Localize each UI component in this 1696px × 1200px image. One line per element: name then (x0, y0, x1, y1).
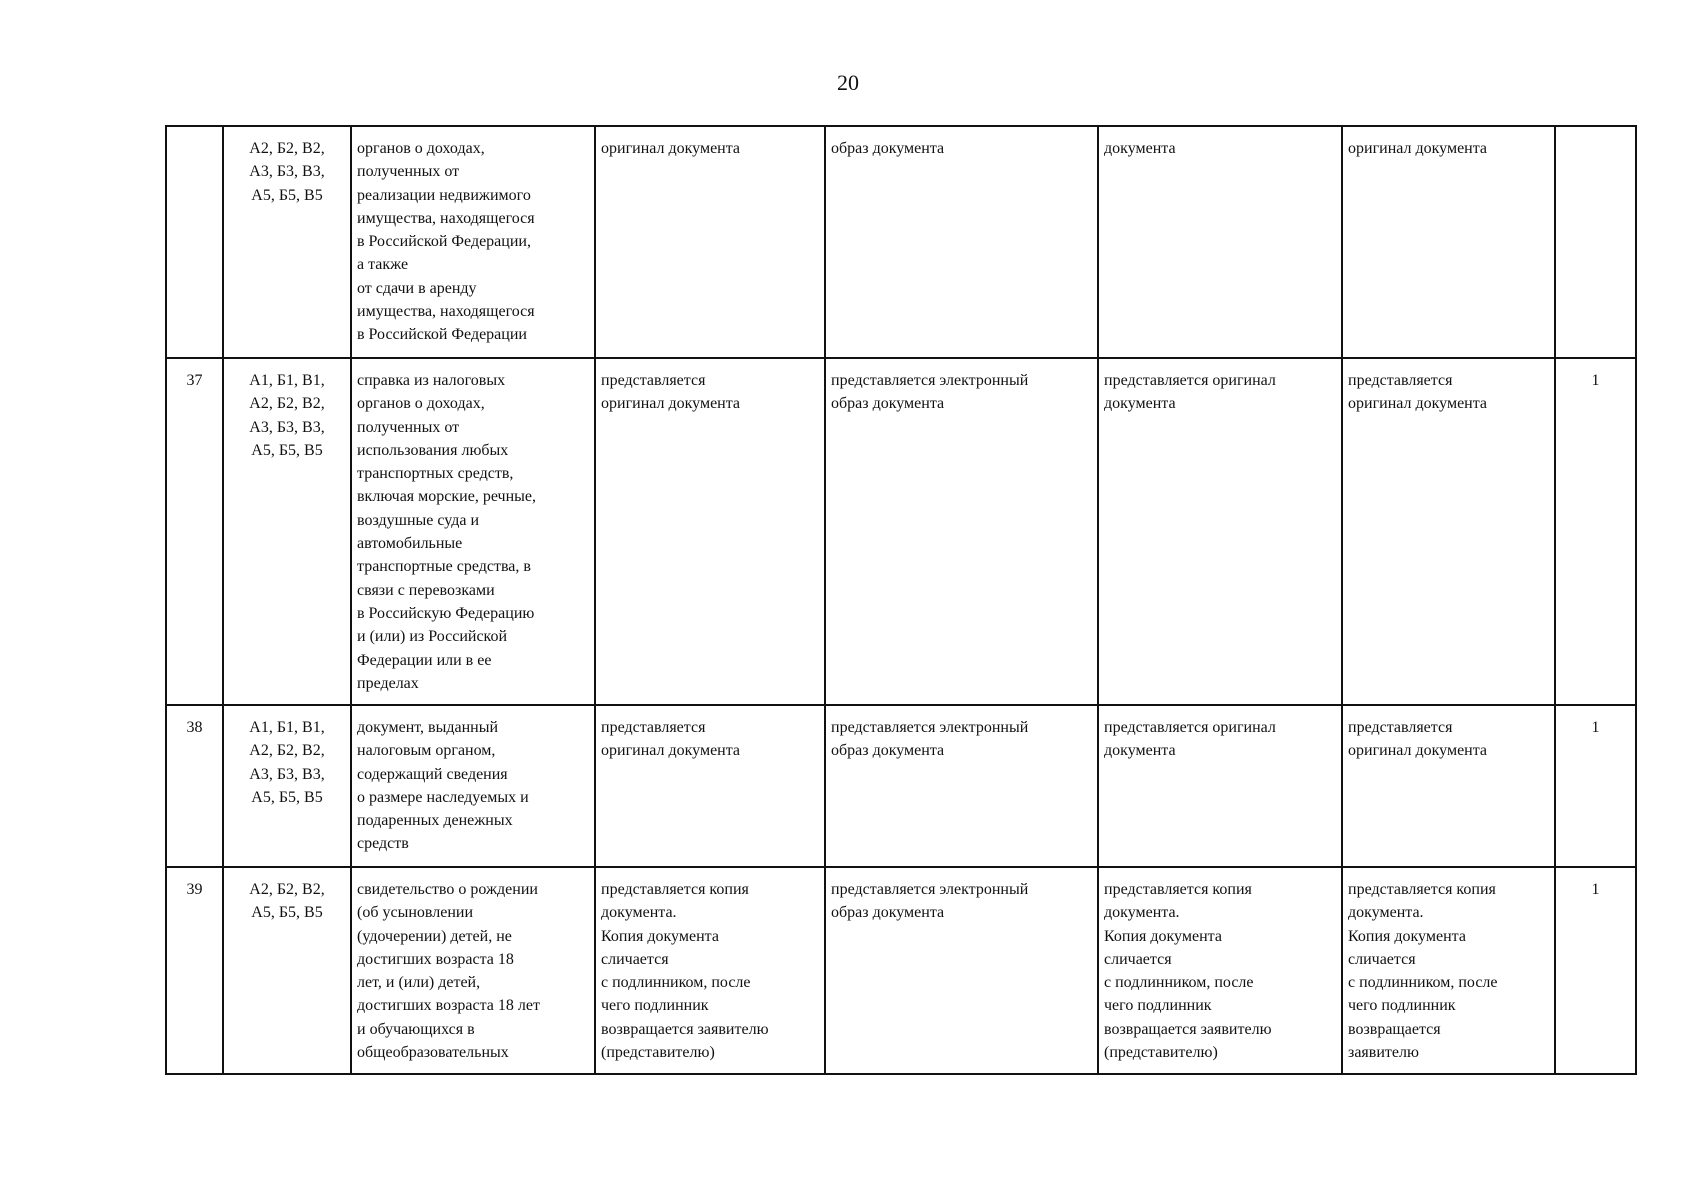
page-number: 20 (837, 70, 859, 95)
requirement-cell: оригинал документа (1342, 126, 1555, 358)
applicant-categories-cell: А1, Б1, В1, А2, Б2, В2, А3, Б3, В3, А5, Б5, В5 (223, 358, 351, 705)
requirement-cell: представляется оригинал документа (595, 705, 825, 867)
copies-count-cell: 1 (1555, 867, 1636, 1074)
requirement-cell: представляется оригинал документа (1342, 358, 1555, 705)
table-row (166, 705, 1636, 867)
table-row (166, 358, 1636, 705)
requirement-cell: представляется копия документа. Копия документа сличается с подлинником, после чего подлинник возвращается заявителю (представителю) (595, 867, 825, 1074)
requirement-cell: представляется оригинал документа (1098, 705, 1342, 867)
table-row (166, 867, 1636, 1074)
requirement-cell: представляется копия документа. Копия документа сличается с подлинником, после чего подлинник возвращается заявителю (1342, 867, 1555, 1074)
applicant-categories-cell: А2, Б2, В2, А3, Б3, В3, А5, Б5, В5 (223, 126, 351, 358)
requirement-cell: образ документа (825, 126, 1098, 358)
requirement-cell: представляется оригинал документа (595, 358, 825, 705)
copies-count-cell: 1 (1555, 705, 1636, 867)
document-name-cell: справка из налоговых органов о доходах, полученных от использования любых транспортных средств, включая морские, речные, воздушные суда и автомобильные транспортные средства, в связи с перевозками в Российскую Федерацию и (или) из Российской Федерации или в ее пределах (351, 358, 595, 705)
requirement-cell: представляется электронный образ документа (825, 867, 1098, 1074)
applicant-categories-cell: А2, Б2, В2, А5, Б5, В5 (223, 867, 351, 1074)
documents-table (165, 125, 1637, 1075)
requirement-cell: представляется электронный образ документа (825, 705, 1098, 867)
document-name-cell: свидетельство о рождении (об усыновлении (удочерении) детей, не достигших возраста 18 лет, и (или) детей, достигших возраста 18 лет и обучающихся в общеобразовательных (351, 867, 595, 1074)
row-number-cell (166, 126, 223, 358)
requirement-cell: представляется оригинал документа (1342, 705, 1555, 867)
requirement-cell: представляется оригинал документа (1098, 358, 1342, 705)
copies-count-cell (1555, 126, 1636, 358)
requirement-cell: представляется электронный образ документа (825, 358, 1098, 705)
row-number-cell: 38 (166, 705, 223, 867)
row-number-cell: 37 (166, 358, 223, 705)
row-number-cell: 39 (166, 867, 223, 1074)
requirement-cell: оригинал документа (595, 126, 825, 358)
copies-count-cell: 1 (1555, 358, 1636, 705)
document-name-cell: органов о доходах, полученных от реализации недвижимого имущества, находящегося в Российской Федерации, а также от сдачи в аренду имущества, находящегося в Российской Федерации (351, 126, 595, 358)
requirement-cell: представляется копия документа. Копия документа сличается с подлинником, после чего подлинник возвращается заявителю (представителю) (1098, 867, 1342, 1074)
document-name-cell: документ, выданный налоговым органом, содержащий сведения о размере наследуемых и подаренных денежных средств (351, 705, 595, 867)
applicant-categories-cell: А1, Б1, В1, А2, Б2, В2, А3, Б3, В3, А5, Б5, В5 (223, 705, 351, 867)
table-row (166, 126, 1636, 358)
requirement-cell: документа (1098, 126, 1342, 358)
